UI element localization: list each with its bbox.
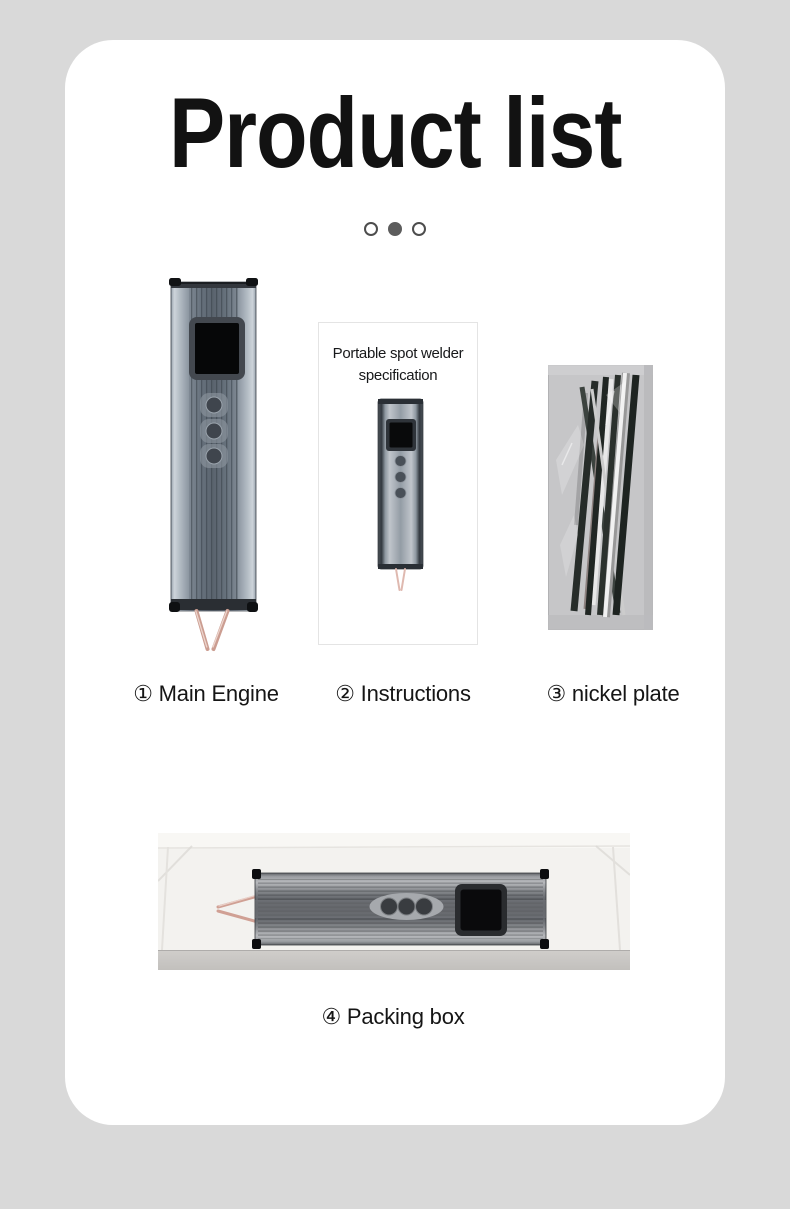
label-packing-box: ④ Packing box [321, 1004, 465, 1029]
spec-card-title [323, 343, 473, 387]
welding-pins [196, 611, 228, 649]
carousel-dot[interactable] [364, 222, 378, 236]
carousel-dots [65, 222, 725, 236]
label-nickel-plate: ③ nickel plate [546, 681, 680, 706]
page-title: Product list [168, 77, 622, 188]
instructions-card [318, 322, 478, 645]
spot-welder-illustration [169, 275, 258, 655]
device-buttons [395, 456, 406, 499]
box-front-edge [158, 950, 630, 970]
device-buttons [370, 893, 444, 920]
label-main-engine: ① Main Engine [133, 681, 279, 706]
bottom-cap [169, 602, 180, 612]
spec-title-line2: specification [358, 367, 438, 384]
main-engine-image [169, 275, 258, 655]
top-cap [169, 278, 181, 286]
nickel-strips-bag [548, 365, 653, 630]
nickel-plate-image [548, 365, 653, 630]
product-list-card [65, 40, 725, 1125]
device-buttons [200, 393, 228, 468]
carousel-dot[interactable] [412, 222, 426, 236]
label-instructions: ② Instructions [335, 681, 471, 706]
spot-welder-in-box [218, 869, 549, 949]
spec-card-device-illustration [376, 397, 425, 593]
spec-title-line1: Portable spot welder [332, 345, 464, 362]
welding-pins [396, 569, 405, 590]
packing-box-photo [158, 833, 630, 970]
packing-box-image [158, 833, 630, 970]
carousel-dot-active[interactable] [388, 222, 402, 236]
